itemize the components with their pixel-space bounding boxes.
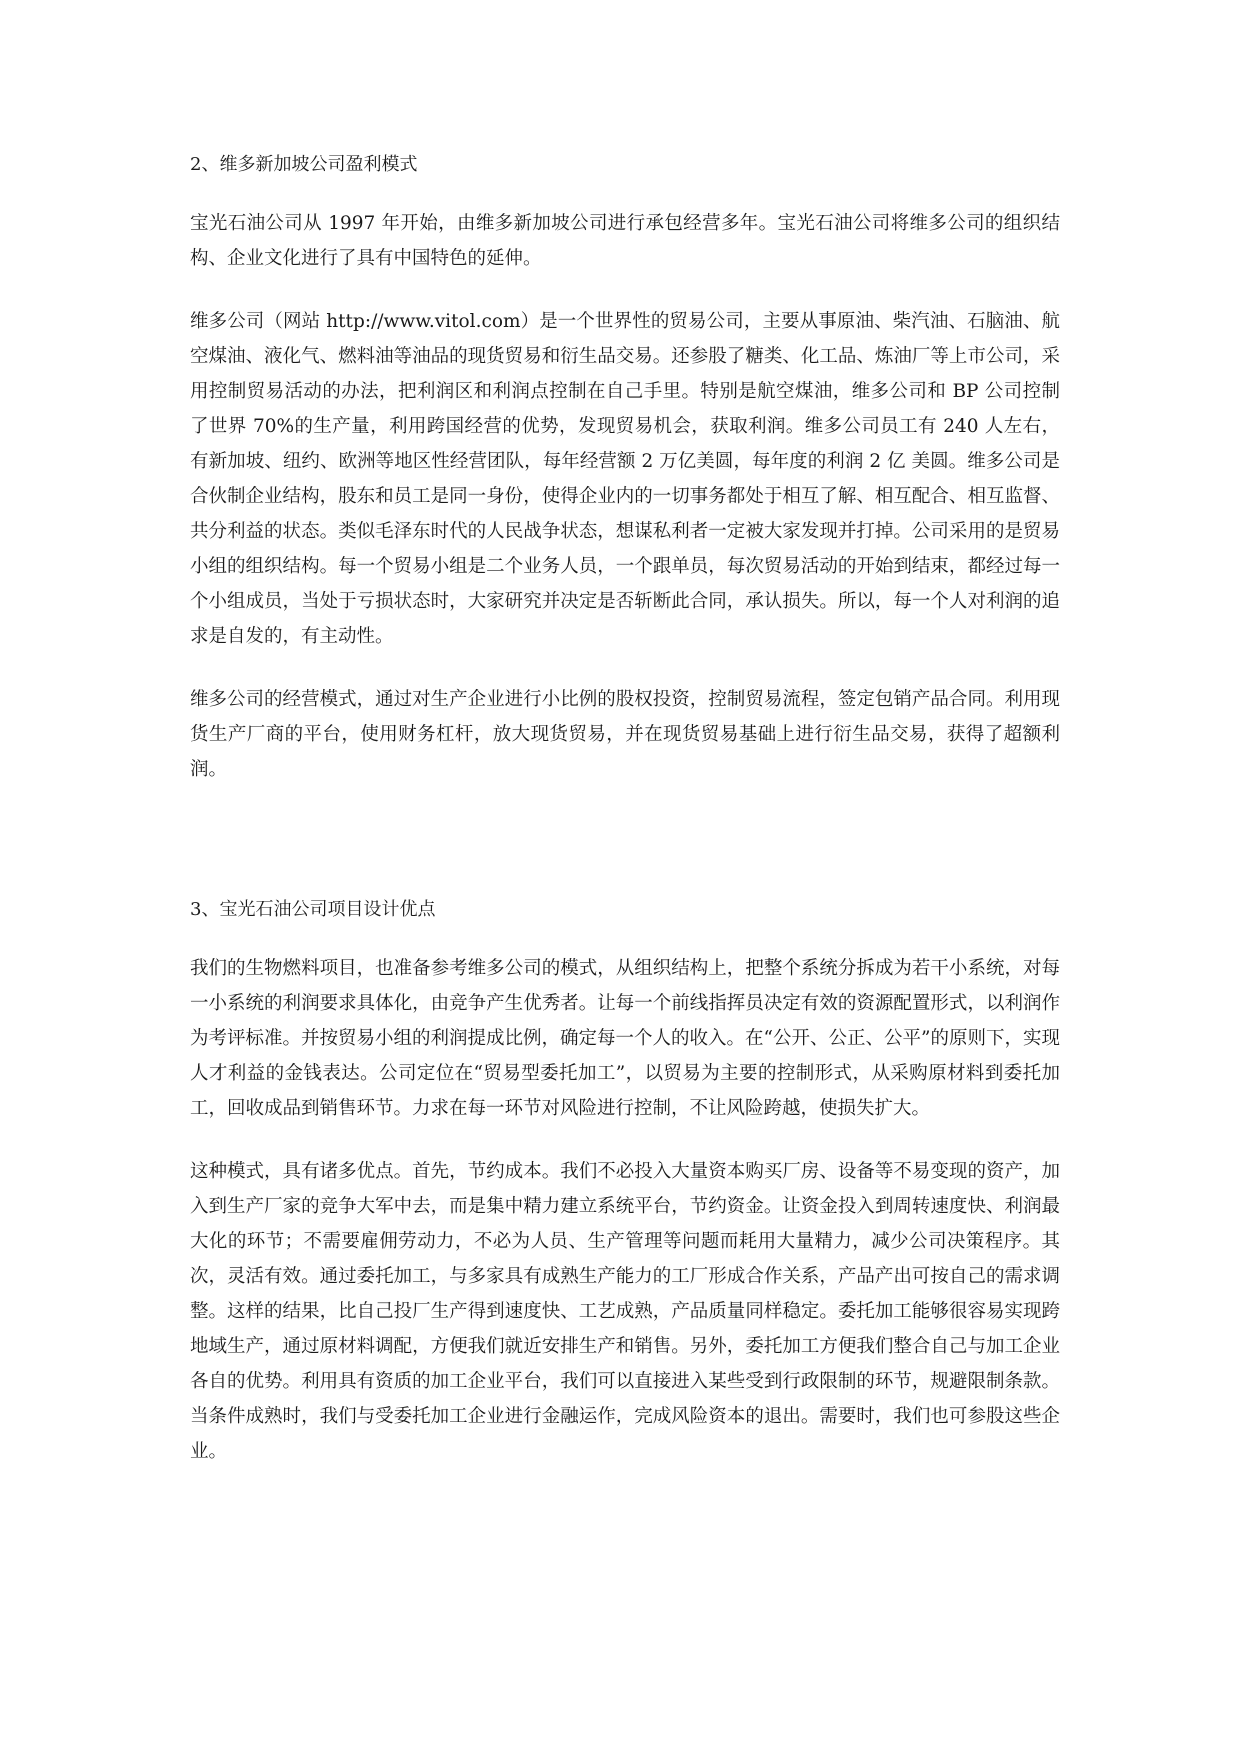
paragraph-vitol-business-model: 维多公司的经营模式，通过对生产企业进行小比例的股权投资，控制贸易流程，签定包销产品合同。利用现货生产厂商的平台，使用财务杠杆，放大现货贸易，并在现货贸易基础上进行衍生品交易，获得了超额利润。 [190, 689, 1060, 780]
paragraph-baoguang-intro: 宝光石油公司从 1997 年开始，由维多新加坡公司进行承包经营多年。宝光石油公司将维多公司的组织结构、企业文化进行了具有中国特色的延伸。 [190, 213, 1060, 269]
paragraph-biofuel-project: 我们的生物燃料项目，也准备参考维多公司的模式，从组织结构上，把整个系统分拆成为若干小系统，对每一小系统的利润要求具体化，由竞争产生优秀者。让每一个前线指挥员决定有效的资源配置形式，以利润作为考评标准。并按贸易小组的利润提成比例，确定每一个人的收入。在“公开、公正、公平”的原则下，实现人才利益的金钱表达。公司定位在“贸易型委托加工”，以贸易为主要的控制形式，从采购原材料到委托加工，回收成品到销售环节。力求在每一环节对风险进行控制，不让风险跨越，使损失扩大。 [190, 958, 1060, 1119]
section-heading-2: 2、维多新加坡公司盈利模式 [190, 154, 418, 175]
paragraph-model-advantages: 这种模式，具有诸多优点。首先，节约成本。我们不必投入大量资本购买厂房、设备等不易变现的资产，加入到生产厂家的竞争大军中去，而是集中精力建立系统平台，节约资金。让资金投入到周转速度快、利润最大化的环节；不需要雇佣劳动力，不必为人员、生产管理等问题而耗用大量精力，减少公司决策程序。其次，灵活有效。通过委托加工，与多家具有成熟生产能力的工厂形成合作关系，产品产出可按自己的需求调整。这样的结果，比自己投厂生产得到速度快、工艺成熟，产品质量同样稳定。委托加工能够很容易实现跨地域生产，通过原材料调配，方便我们就近安排生产和销售。另外，委托加工方便我们整合自己与加工企业各自的优势。利用具有资质的加工企业平台，我们可以直接进入某些受到行政限制的环节，规避限制条款。当条件成熟时，我们与受委托加工企业进行金融运作，完成风险资本的退出。需要时，我们也可参股这些企业。 [190, 1161, 1060, 1462]
section-heading-3: 3、宝光石油公司项目设计优点 [190, 899, 436, 920]
paragraph-vitol-overview: 维多公司（网站 http://www.vitol.com）是一个世界性的贸易公司，主要从事原油、柴汽油、石脑油、航空煤油、液化气、燃料油等油品的现货贸易和衍生品交易。还参股了糖类、化工品、炼油厂等上市公司，采用控制贸易活动的办法，把利润区和利润点控制在自己手里。特别是航空煤油，维多公司和 BP 公司控制了世界 70%的生产量，利用跨国经营的优势，发现贸易机会，获取利润。维多公司员工有 240 人左右，有新加坡、纽约、欧洲等地区性经营团队，每年经营额 2 万亿美圆，每年度的利润 2 亿 美圆。维多公司是合伙制企业结构，股东和员工是同一身份，使得企业内的一切事务都处于相互了解、相互配合、相互监督、共分利益的状态。类似毛泽东时代的人民战争状态，想谋私利者一定被大家发现并打掉。公司采用的是贸易小组的组织结构。每一个贸易小组是二个业务人员，一个跟单员，每次贸易活动的开始到结束，都经过每一个小组成员，当处于亏损状态时，大家研究并决定是否斩断此合同，承认损失。所以，每一个人对利润的追求是自发的，有主动性。 [190, 311, 1060, 647]
document-page [190, 150, 1060, 1469]
